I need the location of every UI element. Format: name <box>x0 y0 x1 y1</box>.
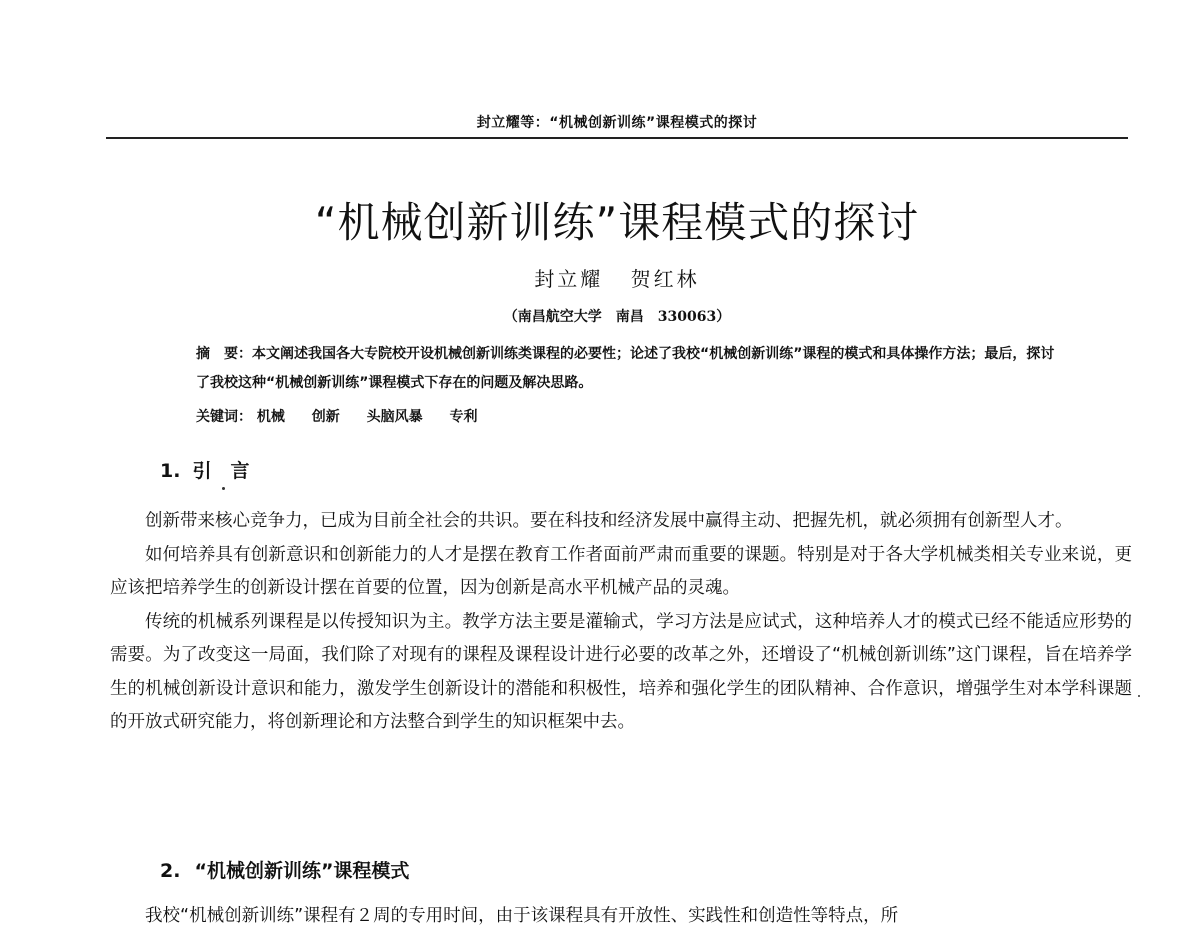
section-title: 引 言 <box>192 460 250 482</box>
section-number: 2. <box>160 860 181 882</box>
author-name: 封立耀 <box>534 267 604 291</box>
section-heading <box>160 856 409 883</box>
abstract-text: 本文阐述我国各大专院校开设机械创新训练类课程的必要性；论述了我校“机械创新训练”课程的模式和具体操作方法；最后，探讨了我校这种“机械创新训练”课程模式下存在的问题及解决思路。 <box>196 346 1055 391</box>
author-list <box>106 263 1128 292</box>
author-name: 贺红林 <box>630 267 700 291</box>
section-title: “机械创新训练”课程模式 <box>194 860 410 882</box>
paper-title: “机械创新训练”课程模式的探讨 <box>314 198 920 247</box>
header-rule <box>106 137 1128 139</box>
scan-speck <box>1138 695 1140 697</box>
running-header: 封立耀等：“机械创新训练”课程模式的探讨 <box>476 115 758 131</box>
section-body <box>110 505 1132 740</box>
scan-speck <box>222 487 225 490</box>
keyword: 机械 <box>256 409 285 425</box>
paragraph: 创新带来核心竞争力，已成为目前全社会的共识。要在科技和经济发展中赢得主动、把握先机，就必须拥有创新型人才。 <box>145 511 1073 531</box>
section-number: 1. <box>160 460 181 482</box>
section-body <box>110 900 1132 934</box>
keyword: 创新 <box>311 409 340 425</box>
paragraph: 如何培养具有创新意识和创新能力的人才是摆在教育工作者面前严肃而重要的课题。特别是对于各大学机械类相关专业来说，更应该把培养学生的创新设计摆在首要的位置，因为创新是高水平机械产品的灵魂。 <box>110 544 1132 598</box>
keyword: 专利 <box>449 409 478 425</box>
section-heading <box>160 456 249 483</box>
affiliation: （南昌航空大学 南昌 330063） <box>503 309 731 325</box>
keywords <box>196 406 1056 426</box>
abstract <box>196 340 1056 398</box>
paragraph: 我校“机械创新训练”课程有２周的专用时间，由于该课程具有开放性、实践性和创造性等特点，所 <box>145 906 899 926</box>
keyword: 头脑风暴 <box>366 409 423 425</box>
paragraph: 传统的机械系列课程是以传授知识为主。教学方法主要是灌输式，学习方法是应试式，这种培养人才的模式已经不能适应形势的需要。为了改变这一局面，我们除了对现有的课程及课程设计进行必要的改革之外，还增设了“机械创新训练”这门课程，旨在培养学生的机械创新设计意识和能力，激发学生创新设计的潜能和积极性，培养和强化学生的团队精神、合作意识，增强学生对本学科课题的开放式研究能力，将创新理论和方法整合到学生的知识框架中去。 <box>110 611 1132 732</box>
abstract-label: 摘 要： <box>196 346 252 362</box>
keywords-label: 关键词： <box>196 409 252 425</box>
